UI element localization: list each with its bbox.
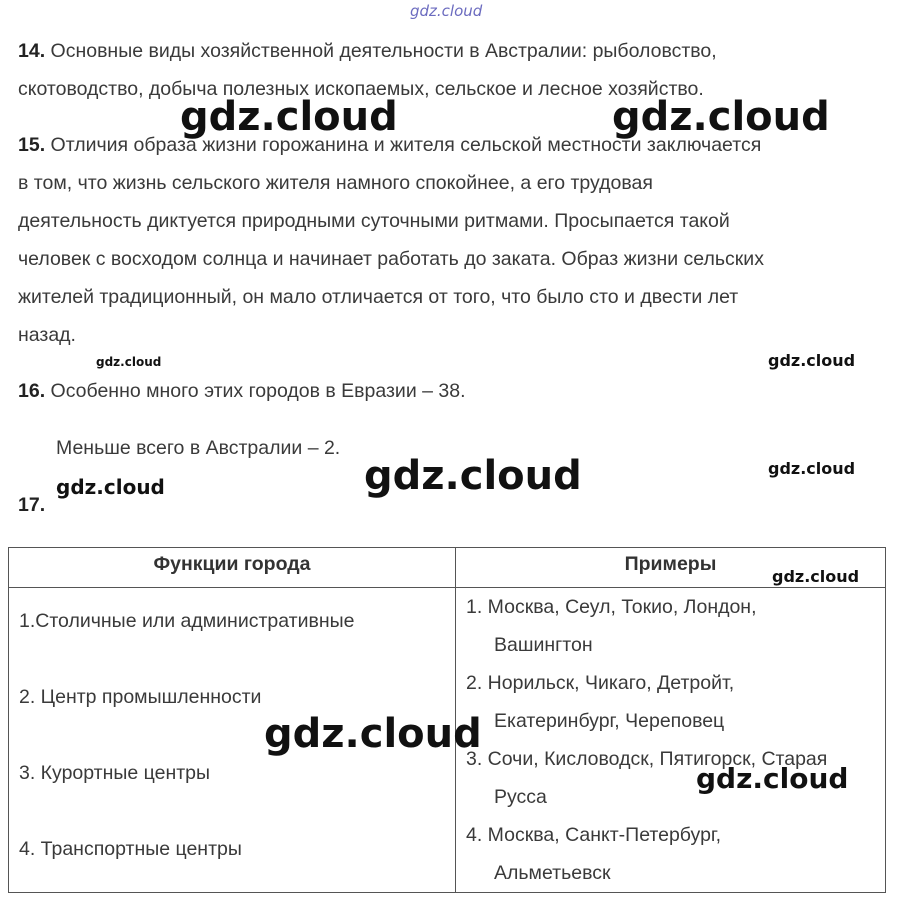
answer-16 [18,372,878,410]
watermark-xs-1: gdz.cloud [96,355,162,369]
example-4-line-2: Альметьевск [494,862,611,884]
function-1: 1.Столичные или административные [19,610,355,632]
answer-14-number: 14. [18,40,46,62]
watermark-top: gdz.cloud [410,2,483,20]
example-3-line-2: Русса [494,786,547,808]
answer-15-line-3: деятельность диктуется природными суточными ритмами. Просыпается такой [18,210,730,232]
watermark-medium-1: gdz.cloud [56,475,165,499]
watermark-large-1: gdz.cloud [180,94,398,140]
watermark-small-1: gdz.cloud [768,351,856,370]
example-1-line-1: 1. Москва, Сеул, Токио, Лондон, [466,596,757,618]
answer-15-line-5: жителей традиционный, он мало отличается от того, что было сто и двести лет [18,286,739,308]
function-3: 3. Курортные центры [19,762,211,784]
examples-cell [456,588,886,893]
answer-14-line-1: Основные виды хозяйственной деятельности в Австралии: рыболовство, [50,40,717,62]
example-1-line-2: Вашингтон [494,634,593,656]
answer-15-number: 15. [18,134,46,156]
answer-16-line-1: Особенно много этих городов в Евразии – 38. [50,380,466,402]
header-functions: Функции города [9,548,456,588]
answer-15-line-1: Отличия образа жизни горожанина и жителя сельской местности заключается [50,134,762,156]
answer-14-line-2: скотоводство, добыча полезных ископаемых, сельское и лесное хозяйство. [18,78,704,100]
watermark-medium-2: gdz.cloud [696,762,849,795]
answer-16-number: 16. [18,380,46,402]
example-3-line-1: 3. Сочи, Кисловодск, Пятигорск, Старая [466,748,828,770]
answer-15-line-6: назад. [18,324,76,346]
example-2-line-2: Екатеринбург, Череповец [494,710,725,732]
answer-16-line-2: Меньше всего в Австралии – 2. [56,437,341,459]
watermark-large-3: gdz.cloud [364,453,582,499]
function-4: 4. Транспортные центры [19,838,242,860]
function-2: 2. Центр промышленности [19,686,262,708]
watermark-large-2: gdz.cloud [612,94,830,140]
watermark-large-4: gdz.cloud [264,711,482,757]
answer-15-line-2: в том, что жизнь сельского жителя намного спокойнее, а его трудовая [18,172,653,194]
answer-15-line-4: человек с восходом солнца и начинает работать до заката. Образ жизни сельских [18,248,764,270]
watermark-small-3: gdz.cloud [772,567,860,586]
example-2-line-1: 2. Норильск, Чикаго, Детройт, [466,672,735,694]
example-4-line-1: 4. Москва, Санкт-Петербург, [466,824,722,846]
answer-15 [18,126,878,354]
header-examples: Примеры [456,548,886,588]
table-header-row [9,548,886,588]
watermark-small-2: gdz.cloud [768,459,856,478]
answer-17-number: 17. [18,494,46,516]
